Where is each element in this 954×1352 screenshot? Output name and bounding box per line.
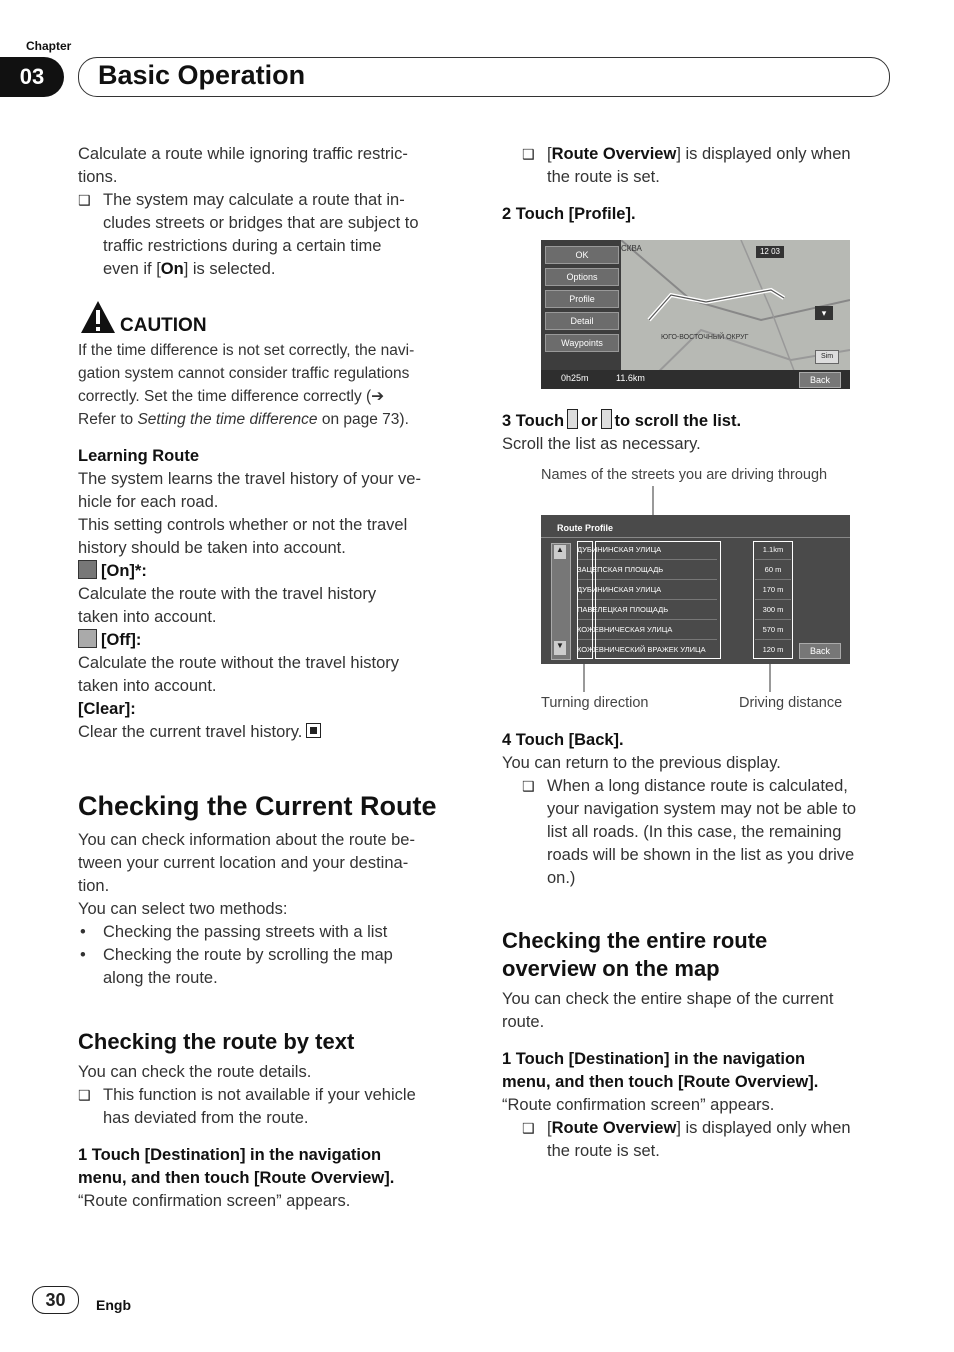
subsection-title: Checking the route by text bbox=[78, 1029, 355, 1054]
section-title: Checking the Current Route bbox=[78, 791, 437, 821]
map-city-label: СКВА bbox=[621, 244, 642, 253]
street-row: ДУБИНИНСКАЯ УЛИЦА bbox=[577, 580, 717, 600]
intro-line: tions. bbox=[78, 168, 118, 186]
left-column bbox=[78, 143, 473, 281]
scroll-down-button[interactable]: ▼ bbox=[554, 641, 566, 655]
distance-cell: 120 m bbox=[762, 645, 784, 654]
learning-on-icon bbox=[78, 560, 97, 579]
street-row: ПАВЕЛЕЦКАЯ ПЛОЩАДЬ bbox=[577, 600, 717, 620]
step-3: 3 Touch or to scroll the list. Scroll the list as necessary. bbox=[502, 409, 902, 456]
subsection-title-2: Checking the entire route overview on the map bbox=[502, 928, 768, 981]
options-button[interactable]: Options bbox=[545, 268, 619, 286]
caption-driving-distance: Driving distance bbox=[739, 695, 843, 711]
note: ❑ [Route Overview] is displayed only when the route is set. bbox=[522, 145, 851, 186]
caption-turning-direction: Turning direction bbox=[541, 695, 649, 711]
turn-direction-highlight bbox=[577, 541, 593, 659]
distance-cell: 300 m bbox=[755, 600, 791, 620]
distance-cell: 170 m bbox=[755, 580, 791, 600]
learning-heading: Learning Route bbox=[78, 447, 200, 465]
scroll-down-icon bbox=[601, 409, 612, 429]
note-marker-icon: ❑ bbox=[78, 192, 91, 208]
step-1: 1 Touch [Destination] in the navigation bbox=[78, 1146, 382, 1164]
street-names-highlight bbox=[595, 541, 721, 659]
subsection-body: You can check the route details. ❑ This function is not available if your vehicle has deviated from the route. 1 Touch [Destination] in the navigation menu, and then touch [Route Overview]. “Route confirmation screen” appears. bbox=[78, 1061, 473, 1213]
step-2: 2 Touch [Profile]. bbox=[502, 205, 636, 223]
intro-line: Calculate a route while ignoring traffic restric- bbox=[78, 145, 408, 163]
scroll-up-icon bbox=[567, 409, 578, 429]
sim-button[interactable]: Sim bbox=[815, 350, 839, 364]
caution-text: If the time difference is not set correctly, the navi- gation system cannot consider traffic regulations correctly. Set the time difference correctly (➔ Refer to Setting the time difference on page 73). bbox=[78, 342, 415, 428]
distance-highlight bbox=[753, 541, 793, 659]
note: ❑ When a long distance route is calculated, your navigation system may not be able to list all roads. (In this case, the remaining roads will be shown in the list as you drive on.) bbox=[522, 777, 857, 887]
waypoints-button[interactable]: Waypoints bbox=[545, 334, 619, 352]
clock-readout: 12 03 bbox=[756, 246, 784, 258]
note-marker-icon: ❑ bbox=[522, 1120, 535, 1136]
zoom-arrow-icon[interactable]: ▾ bbox=[815, 306, 833, 320]
chapter-title: Basic Operation bbox=[98, 60, 306, 90]
learning-route-section: Learning Route The system learns the travel history of your ve- hicle for each road. This setting controls whether or not the travel history should be taken into account. [On]*: Calculate the route with the travel history taken into account. [Off]: Calculate the route without the travel history taken into account. [Clear]: Clear the current travel history. bbox=[78, 445, 473, 744]
caption-street-names: Names of the streets you are driving through bbox=[541, 467, 828, 483]
profile-button[interactable]: Profile bbox=[545, 290, 619, 308]
back-button[interactable]: Back bbox=[799, 643, 841, 659]
section-body: You can check information about the route be- tween your current location and your destina- tion. You can select two methods: • Checking the passing streets with a list • Checking the route by scrolling the map along the route. bbox=[78, 829, 473, 990]
route-map-screenshot bbox=[541, 240, 850, 389]
distance-cell: 60 m bbox=[755, 560, 791, 580]
note: ❑ The system may calculate a route that in- cludes streets or bridges that are subject to traffic restrictions during a certain time even if [On] is selected. bbox=[78, 191, 419, 278]
note: ❑ [Route Overview] is displayed only when the route is set. bbox=[522, 1119, 851, 1160]
route-time: 0h25m bbox=[561, 373, 589, 383]
map-district-label: ЮГО-ВОСТОЧНЫЙ ОКРУГ bbox=[661, 334, 749, 341]
page-number: 30 bbox=[32, 1286, 79, 1314]
learning-off-icon bbox=[78, 629, 97, 648]
note: ❑ This function is not available if your vehicle has deviated from the route. bbox=[78, 1086, 416, 1127]
note-marker-icon: ❑ bbox=[522, 146, 535, 162]
list-item: • Checking the route by scrolling the map along the route. bbox=[80, 946, 393, 987]
distance-cell: 1.1km bbox=[755, 540, 791, 560]
end-marker-icon bbox=[306, 723, 321, 738]
route-profile-title: Route Profile bbox=[557, 523, 614, 533]
note-marker-icon: ❑ bbox=[78, 1087, 91, 1103]
chapter-number: 03 bbox=[0, 57, 64, 97]
street-row: КОЖЕВНИЧЕСКИЙ ВРАЖЕК УЛИЦА bbox=[577, 645, 706, 654]
note-marker-icon: ❑ bbox=[522, 778, 535, 794]
route-profile-screenshot bbox=[541, 515, 850, 664]
back-button[interactable]: Back bbox=[799, 372, 841, 388]
list-item: • Checking the passing streets with a list bbox=[80, 923, 388, 941]
distance-cell: 570 m bbox=[755, 620, 791, 640]
street-row: ЗАЦЕПСКАЯ ПЛОЩАДЬ bbox=[577, 560, 717, 580]
page-language: Engb bbox=[96, 1297, 131, 1313]
warning-triangle-icon bbox=[80, 300, 116, 339]
chapter-label: Chapter bbox=[26, 39, 72, 53]
subsection-2-body: You can check the entire shape of the current route. 1 Touch [Destination] in the navigation menu, and then touch [Route Overview]. “Route confirmation screen” appears. ❑ [Route Overview] is displayed only when the route is set. bbox=[502, 988, 902, 1163]
street-row: ДУБИНИНСКАЯ УЛИЦА bbox=[577, 540, 717, 560]
scroll-up-button[interactable]: ▲ bbox=[554, 545, 566, 559]
right-column bbox=[502, 143, 902, 226]
caution-title: CAUTION bbox=[120, 315, 207, 336]
street-row: КОЖЕВНИЧЕСКАЯ УЛИЦА bbox=[577, 620, 717, 640]
detail-button[interactable]: Detail bbox=[545, 312, 619, 330]
step-4: 4 Touch [Back]. You can return to the previous display. ❑ When a long distance route is calculated, your navigation system may not be able to list all roads. (In this case, the remaining roads will be shown in the list as you drive on.) bbox=[502, 729, 902, 890]
ok-button[interactable]: OK bbox=[545, 246, 619, 264]
route-distance: 11.6km bbox=[616, 373, 645, 383]
